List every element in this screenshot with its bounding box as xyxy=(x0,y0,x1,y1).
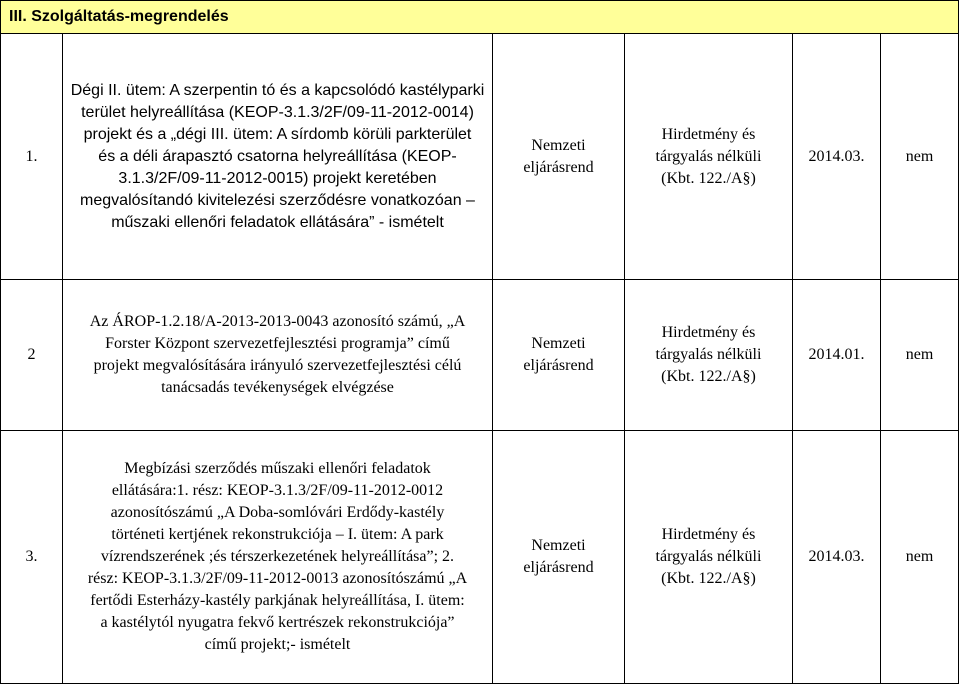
description-line: Megbízási szerződés műszaki ellenőri feladatok xyxy=(124,460,431,477)
row-procedure-type xyxy=(625,280,793,431)
description-line: terület helyreállítása (KEOP-3.1.3/2F/09-11-2012-0014) xyxy=(81,103,474,121)
row-date: 2014.01. xyxy=(793,280,881,431)
description-line: Az ÁROP-1.2.18/A-2013-2013-0043 azonosító számú, „A xyxy=(89,313,466,330)
row-number: 2 xyxy=(1,280,63,431)
procedure-line: eljárásrend xyxy=(523,357,594,374)
row-flag: nem xyxy=(881,280,959,431)
description-line: Forster Központ szervezetfejlesztési programja” című xyxy=(105,335,450,352)
row-flag: nem xyxy=(881,34,959,280)
description-line: projekt megvalósítására irányuló szervezetfejlesztési célú xyxy=(93,357,462,374)
type-line: Hirdetmény és xyxy=(661,324,756,341)
procedure-line: Nemzeti xyxy=(531,335,586,352)
description-line: 3.1.3/2F/09-11-2012-0015) projekt keretében xyxy=(118,169,437,187)
description-line: azonosítószámú „A Doba-somlóvári Erdődy-kastély xyxy=(110,504,445,521)
row-number: 3. xyxy=(1,431,63,684)
procedure-line: Nemzeti xyxy=(531,136,586,154)
description-line: a kastélytól nyugatra fekvő kertrészek rekonstrukciója” xyxy=(100,614,455,631)
row-procedure xyxy=(493,280,625,431)
row-procedure-type xyxy=(625,431,793,684)
description-line: fertődi Esterházy-kastély parkjának helyreállítása, I. ütem: xyxy=(90,592,465,609)
section-header-row xyxy=(1,1,959,34)
description-line: Dégi II. ütem: A szerpentin tó és a kapcsolódó kastélyparki xyxy=(70,81,485,99)
row-flag: nem xyxy=(881,431,959,684)
row-procedure-type xyxy=(625,34,793,280)
description-line: vízrendszerének ;és térszerkezetének helyreállítása”; 2. xyxy=(100,548,455,565)
description-line: megvalósítandó kivitelezési szerződésre vonatkozóan – xyxy=(80,191,475,209)
type-line: (Kbt. 122./A§) xyxy=(661,169,756,187)
type-line: (Kbt. 122./A§) xyxy=(661,570,756,587)
type-line: tárgyalás nélküli xyxy=(655,548,762,565)
description-line: tanácsadás tevékenységek elvégzése xyxy=(161,379,394,396)
procedure-line: eljárásrend xyxy=(523,559,594,576)
row-description xyxy=(63,431,493,684)
procedure-line: Nemzeti xyxy=(531,537,586,554)
row-number: 1. xyxy=(1,34,63,280)
description-line: és a déli árapasztó csatorna helyreállítása (KEOP- xyxy=(98,147,457,165)
row-description xyxy=(63,280,493,431)
row-procedure xyxy=(493,34,625,280)
row-description xyxy=(63,34,493,280)
procedure-line: eljárásrend xyxy=(523,158,594,176)
description-line: műszaki ellenőri feladatok ellátására” - ismételt xyxy=(111,213,444,231)
row-procedure xyxy=(493,431,625,684)
description-line: történeti kertjének rekonstrukciója – I. ütem: A park xyxy=(111,526,444,543)
description-line: ellátására:1. rész: KEOP-3.1.3/2F/09-11-2012-0012 xyxy=(111,482,444,499)
type-line: Hirdetmény és xyxy=(661,125,756,143)
table-row xyxy=(1,431,959,684)
table-row xyxy=(1,280,959,431)
type-line: Hirdetmény és xyxy=(661,526,756,543)
row-date: 2014.03. xyxy=(793,431,881,684)
type-line: tárgyalás nélküli xyxy=(655,147,762,165)
description-line: rész: KEOP-3.1.3/2F/09-11-2012-0013 azonosítószámú „A xyxy=(87,570,468,587)
table-row xyxy=(1,34,959,280)
type-line: (Kbt. 122./A§) xyxy=(661,368,756,385)
section-title: III. Szolgáltatás-megrendelés xyxy=(1,1,959,34)
row-date: 2014.03. xyxy=(793,34,881,280)
description-line: című projekt;- ismételt xyxy=(204,636,351,653)
type-line: tárgyalás nélküli xyxy=(655,346,762,363)
description-line: projekt és a „dégi III. ütem: A sírdomb körüli parkterület xyxy=(83,125,472,143)
